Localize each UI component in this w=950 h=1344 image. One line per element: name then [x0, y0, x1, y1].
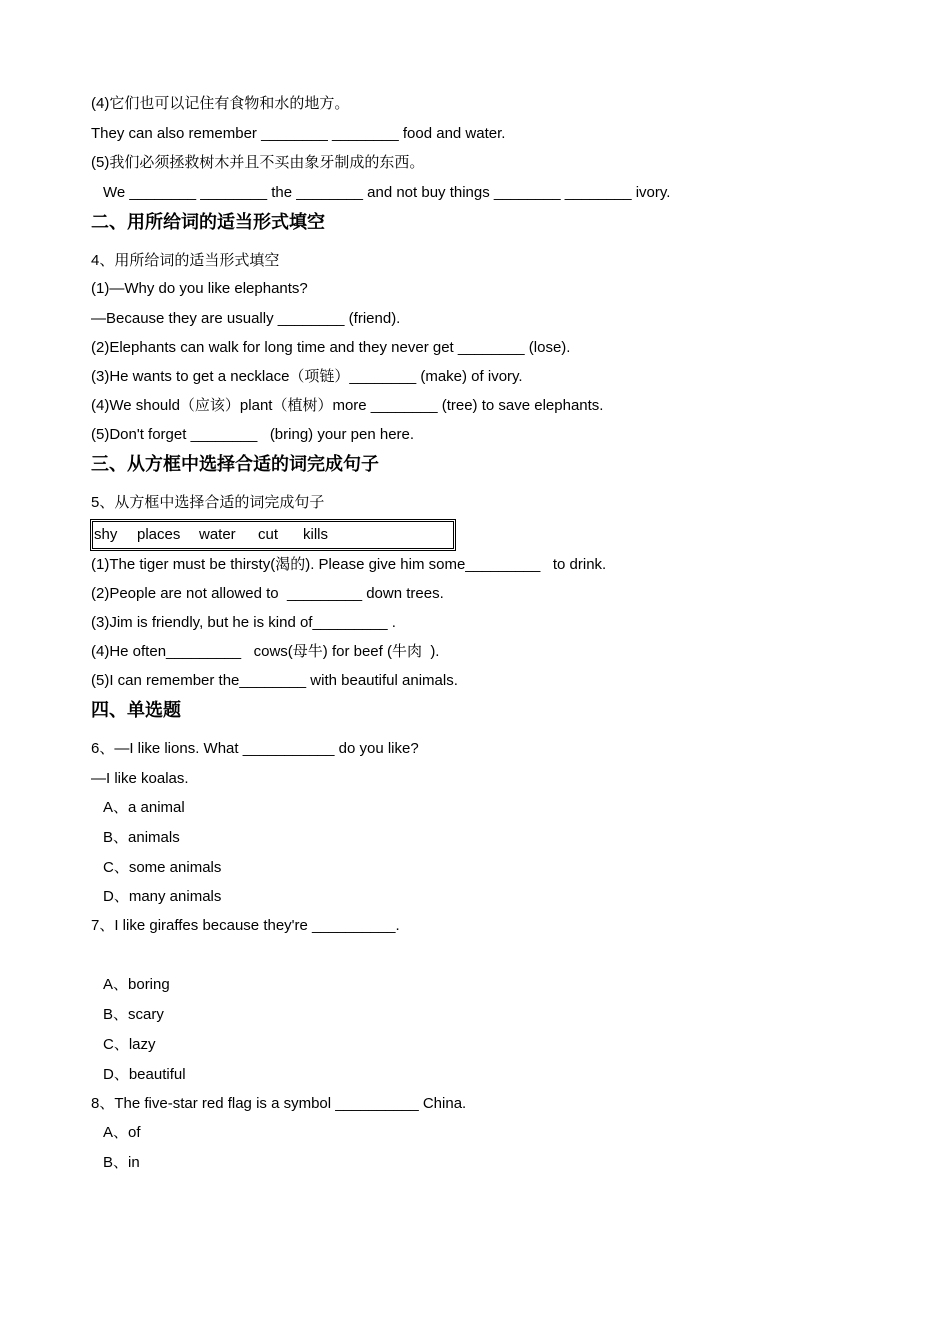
- question-8-option[interactable]: A、of: [103, 1124, 141, 1141]
- question-8-option[interactable]: B、in: [103, 1154, 140, 1171]
- word-box-word: water: [199, 526, 236, 543]
- question-6-option[interactable]: D、many animals: [103, 888, 222, 905]
- question-5-item: (5)I can remember the________ with beautiful animals.: [91, 672, 458, 689]
- word-box-word: kills: [303, 526, 328, 543]
- question-5-item: (4)He often_________ cows(母牛) for beef (牛肉 ).: [91, 643, 440, 660]
- section-4-heading: 四、单选题: [91, 700, 181, 720]
- question-5-item: (3)Jim is friendly, but he is kind of_________ .: [91, 614, 396, 631]
- word-box-word: cut: [258, 526, 279, 543]
- question-5-title: 5、从方框中选择合适的词完成句子: [91, 494, 325, 511]
- question-6-option[interactable]: C、some animals: [103, 859, 222, 876]
- question-4-item: (2)Elephants can walk for long time and they never get ________ (lose).: [91, 339, 571, 356]
- question-8-stem: 8、The five-star red flag is a symbol __________ China.: [91, 1095, 467, 1112]
- question-7-option[interactable]: B、scary: [103, 1006, 164, 1023]
- question-7-option[interactable]: C、lazy: [103, 1036, 156, 1053]
- question-4-item: (4)We should（应该）plant（植树）more ________ (tree) to save elephants.: [91, 397, 604, 414]
- question-4-item: (3)He wants to get a necklace（项链）________ (make) of ivory.: [91, 368, 523, 385]
- question-4-item: (1)—Why do you like elephants?: [91, 280, 308, 297]
- question-4-item: —Because they are usually ________ (friend).: [91, 310, 401, 327]
- q5-english-sentence: We ________ ________ the ________ and not buy things ________ ________ ivory.: [103, 184, 671, 201]
- question-6-option[interactable]: B、animals: [103, 829, 180, 846]
- question-5-item: (2)People are not allowed to _________ down trees.: [91, 585, 444, 602]
- question-6-stem: 6、—I like lions. What ___________ do you like?: [91, 740, 419, 757]
- question-7-option[interactable]: D、beautiful: [103, 1066, 186, 1083]
- q4-chinese-sentence: (4)它们也可以记住有食物和水的地方。: [91, 95, 350, 112]
- question-6-stem-reply: —I like koalas.: [91, 770, 189, 787]
- section-3-heading: 三、从方框中选择合适的词完成句子: [91, 454, 379, 474]
- q5-chinese-sentence: (5)我们必须拯救树木并且不买由象牙制成的东西。: [91, 154, 425, 171]
- question-7-stem: 7、I like giraffes because they're __________.: [91, 917, 400, 934]
- section-2-heading: 二、用所给词的适当形式填空: [91, 212, 325, 232]
- question-4-title: 4、用所给词的适当形式填空: [91, 252, 280, 269]
- question-7-option[interactable]: A、boring: [103, 976, 170, 993]
- question-4-item: (5)Don't forget ________ (bring) your pen here.: [91, 426, 415, 443]
- question-5-item: (1)The tiger must be thirsty(渴的). Please give him some_________ to drink.: [91, 556, 607, 573]
- q4-english-sentence: They can also remember ________ ________ food and water.: [91, 125, 506, 142]
- question-6-option[interactable]: A、a animal: [103, 799, 185, 816]
- word-box-word: shy: [94, 526, 118, 543]
- word-box-word: places: [137, 526, 181, 543]
- word-box: [90, 519, 456, 551]
